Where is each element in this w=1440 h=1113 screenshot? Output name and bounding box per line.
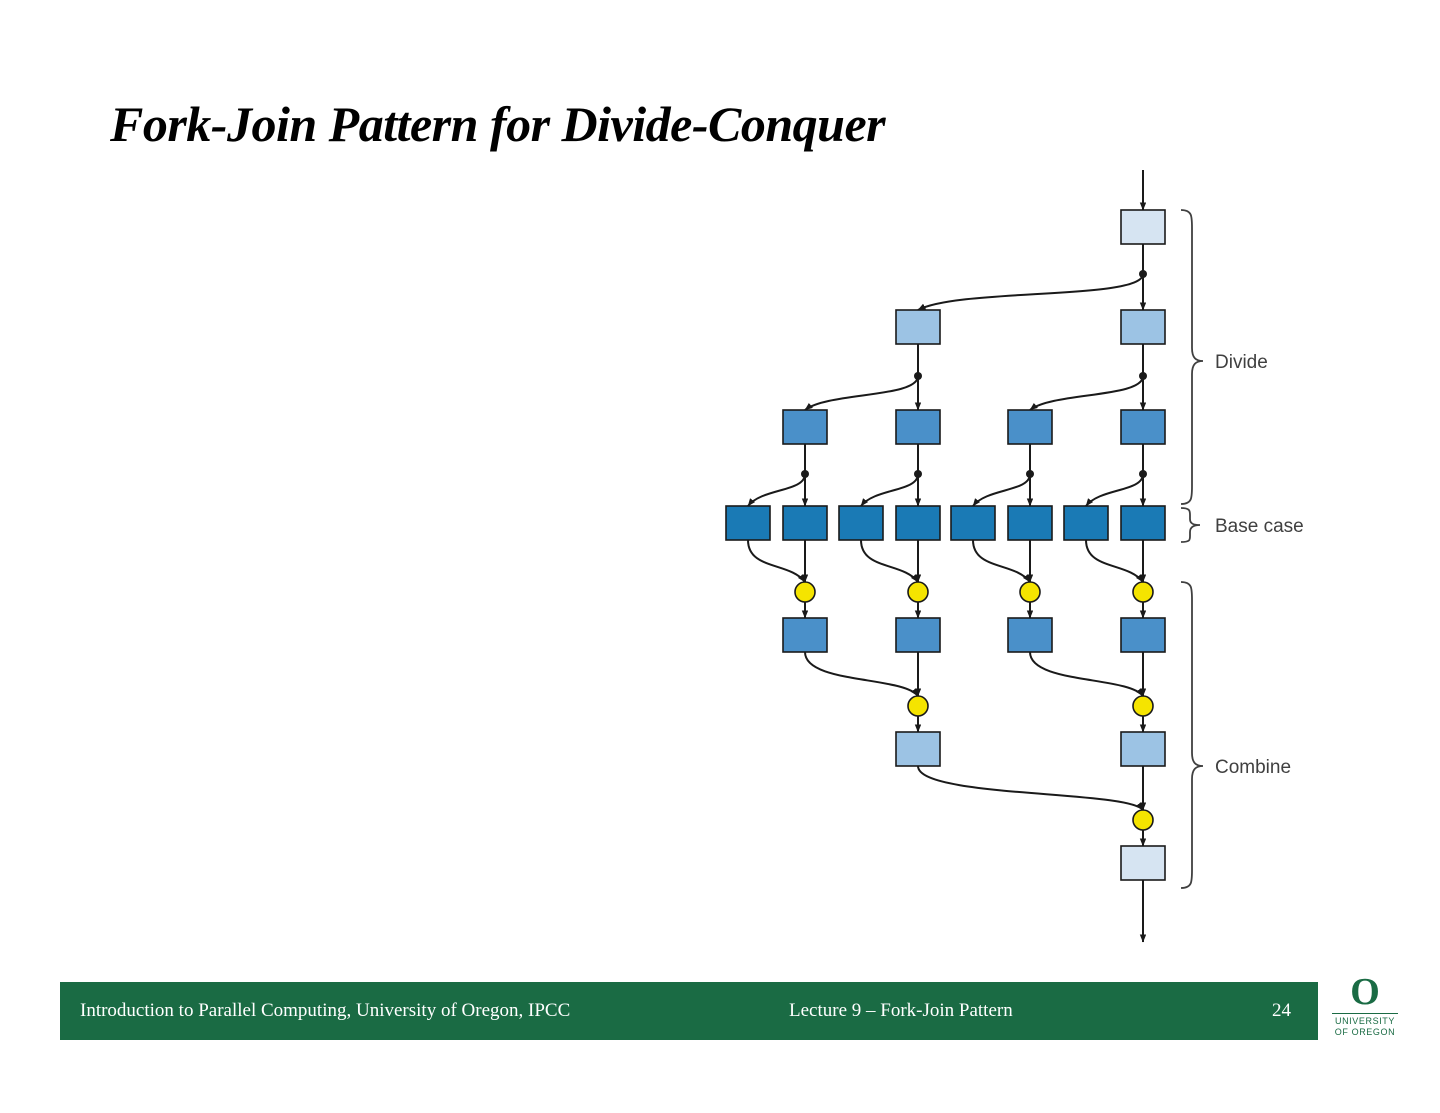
- footer-page-number: 24: [1272, 1000, 1291, 1021]
- node-combine-2a: [783, 618, 827, 652]
- node-divide-2a: [783, 410, 827, 444]
- bracket-combine: [1181, 582, 1203, 888]
- node-divide-2d: [1121, 410, 1165, 444]
- join-node: [908, 582, 928, 602]
- node-combine-2b: [896, 618, 940, 652]
- join-node: [795, 582, 815, 602]
- footer-lecture-text: Lecture 9 – Fork-Join Pattern: [789, 1000, 1013, 1021]
- node-base-5: [951, 506, 995, 540]
- node-divide-2c: [1008, 410, 1052, 444]
- node-base-3: [839, 506, 883, 540]
- logo-o-mark: O: [1350, 971, 1380, 1013]
- node-combine-root: [1121, 846, 1165, 880]
- join-node: [1133, 810, 1153, 830]
- label-base-case: Base case: [1215, 516, 1304, 537]
- node-divide-2b: [896, 410, 940, 444]
- node-divide-1a: [896, 310, 940, 344]
- diagram-edges: [748, 170, 1143, 942]
- join-node: [908, 696, 928, 716]
- node-combine-2d: [1121, 618, 1165, 652]
- node-combine-1b: [1121, 732, 1165, 766]
- node-base-2: [783, 506, 827, 540]
- node-base-1: [726, 506, 770, 540]
- university-logo: [1322, 972, 1408, 1042]
- bracket-divide: [1181, 210, 1203, 504]
- join-node: [1020, 582, 1040, 602]
- node-combine-1a: [896, 732, 940, 766]
- node-base-6: [1008, 506, 1052, 540]
- node-base-8: [1121, 506, 1165, 540]
- logo-divider: [1332, 1013, 1398, 1014]
- node-base-4: [896, 506, 940, 540]
- fork-join-diagram: [700, 170, 1400, 960]
- label-divide: Divide: [1215, 352, 1268, 373]
- fork-points: [801, 270, 1147, 478]
- join-node: [1133, 582, 1153, 602]
- node-root: [1121, 210, 1165, 244]
- join-points: [795, 582, 1153, 830]
- bracket-base-case: [1181, 508, 1200, 542]
- join-node: [1133, 696, 1153, 716]
- logo-line-university: UNIVERSITY: [1334, 1016, 1395, 1026]
- phase-brackets: [1181, 210, 1203, 888]
- page-title: Fork-Join Pattern for Divide-Conquer: [110, 96, 886, 152]
- diagram-nodes: [726, 210, 1165, 880]
- node-divide-1b: [1121, 310, 1165, 344]
- label-combine: Combine: [1215, 757, 1292, 778]
- footer-course-text: Introduction to Parallel Computing, University of Oregon, IPCC: [80, 1000, 571, 1021]
- node-base-7: [1064, 506, 1108, 540]
- logo-line-of-oregon: OF OREGON: [1334, 1027, 1396, 1037]
- node-combine-2c: [1008, 618, 1052, 652]
